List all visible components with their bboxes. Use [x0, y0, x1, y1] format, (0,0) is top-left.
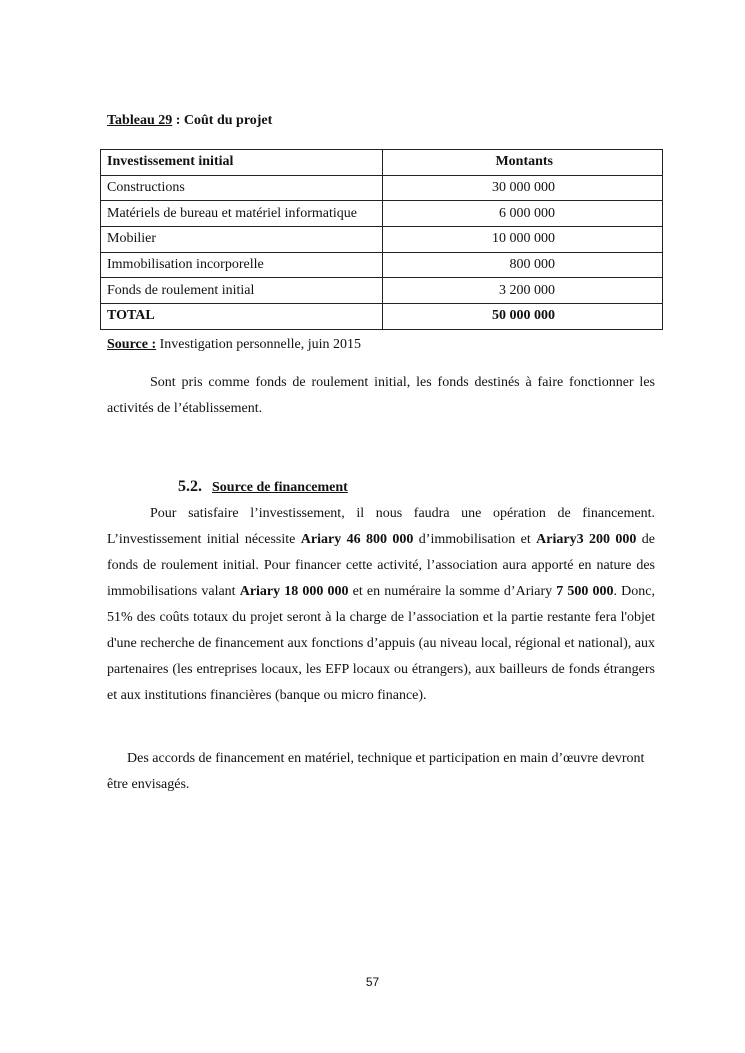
table-row: [101, 252, 663, 278]
bold-amount: Ariary3 200 000: [536, 532, 637, 547]
bold-amount: 7 500 000: [556, 584, 614, 599]
table-caption: [107, 113, 272, 129]
source-note: [107, 337, 361, 353]
row-label: Matériels de bureau et matériel informatique: [101, 201, 383, 227]
row-amount: 30 000 000: [383, 175, 663, 201]
row-amount: 800 000: [383, 252, 663, 278]
text-run: d’immobilisation et: [413, 532, 537, 547]
paragraph-financement: [107, 501, 655, 709]
row-amount: 6 000 000: [383, 201, 663, 227]
row-label: Immobilisation incorporelle: [101, 252, 383, 278]
table-caption-label: Tableau 29: [107, 113, 173, 128]
paragraph-accords: Des accords de financement en matériel, technique et participation en main d’œuvre devront être envisagés.: [107, 751, 645, 792]
text-run: et en numéraire la somme d’Ariary: [348, 584, 557, 599]
header-investissement: Investissement initial: [101, 150, 383, 176]
paragraph-fonds: Sont pris comme fonds de roulement initial, les fonds destinés à faire fonctionner les activités de l’établissement.: [107, 375, 655, 416]
table-row: [101, 278, 663, 304]
text-run: Pour satisfaire l’investissement, il nous faudra une opération de financement. L’investissement initial nécessite: [107, 506, 655, 547]
text-run: de fonds de roulement initial. Pour financer cette activité, l’association aura apporté en nature des immobilisations valant: [107, 532, 656, 599]
row-label: Constructions: [101, 175, 383, 201]
text-run: . Donc, 51% des coûts totaux du projet seront à la charge de l’association et la partie restante fera l'objet d'une recherche de financement aux fonctions d’appuis (au niveau local, régional et national), aux partenaires (les entreprises locaux, les EFP locaux ou étrangers), aux bailleurs de fonds étrangers et aux institutions financières (banque ou micro finance).: [107, 584, 655, 703]
table-caption-title: : Coût du projet: [172, 113, 273, 128]
header-montants: Montants: [383, 150, 663, 176]
table-row: [101, 227, 663, 253]
row-amount: 10 000 000: [383, 227, 663, 253]
source-label: Source :: [107, 337, 157, 352]
table-total-row: [101, 304, 663, 330]
total-amount: 50 000 000: [383, 304, 663, 330]
row-amount: 3 200 000: [383, 278, 663, 304]
row-label: Mobilier: [101, 227, 383, 253]
table-row: [101, 201, 663, 227]
row-label: Fonds de roulement initial: [101, 278, 383, 304]
source-text: Investigation personnelle, juin 2015: [156, 337, 362, 352]
section-title: Source de financement: [212, 480, 348, 495]
table-header-row: [101, 150, 663, 176]
total-label: TOTAL: [101, 304, 383, 330]
section-number: 5.2.: [178, 478, 202, 495]
bold-amount: Ariary 18 000 000: [239, 584, 349, 599]
bold-amount: Ariary 46 800 000: [300, 532, 414, 547]
page-number: 57: [365, 975, 380, 989]
cost-table: [100, 149, 663, 330]
section-heading: [178, 478, 348, 496]
table-row: [101, 175, 663, 201]
